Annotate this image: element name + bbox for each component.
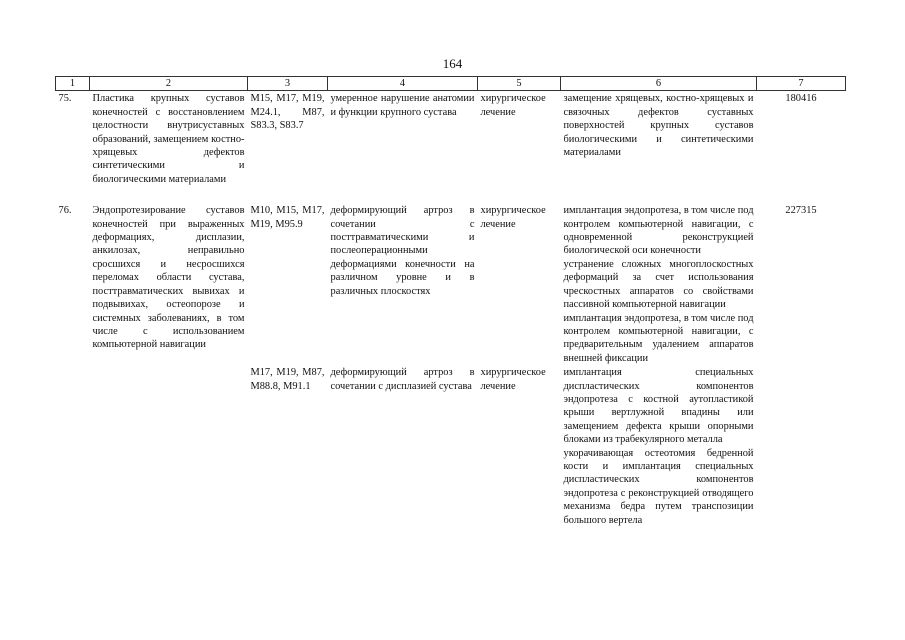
column-header: 2 bbox=[90, 77, 248, 91]
cost-value bbox=[757, 365, 846, 527]
row-number bbox=[56, 365, 90, 527]
treatment-method bbox=[561, 203, 757, 365]
column-number-row bbox=[56, 77, 846, 91]
cost-value: 180416 bbox=[785, 93, 817, 105]
table-row bbox=[56, 365, 846, 527]
method-item: устранение сложных многоплоскостных деформаций за счет использования чрескостных аппаратов со свойствами пассивной компьютерной навигации bbox=[563, 258, 754, 311]
treatment-method bbox=[561, 91, 757, 186]
method-item: укорачивающая остеотомия бедренной кости и имплантация специальных диспластических компонентов эндопротеза с реконструкцией отводящего механизма бедра путем транспозиции большого вертела bbox=[563, 447, 754, 526]
column-header: 7 bbox=[757, 77, 846, 91]
treatment-method bbox=[561, 365, 757, 527]
page-number: 164 bbox=[442, 56, 463, 71]
treatment-type: хирургическое лечение bbox=[480, 205, 546, 230]
diagnosis-codes: M15, M17, M19, M24.1, M87, S83.3, S83.7 bbox=[250, 93, 325, 132]
patient-model: деформирующий артроз в сочетании с дисплазией сустава bbox=[330, 367, 475, 392]
column-header: 5 bbox=[478, 77, 561, 91]
table-row bbox=[56, 203, 846, 365]
patient-model: умеренное нарушение анатомии и функции крупного сустава bbox=[330, 93, 475, 118]
method-item: имплантация специальных диспластических компонентов эндопротеза с костной аутопластикой крыши вертлужной впадины или замещением дефекта крыши опорными блоками из трабекулярного металла bbox=[563, 367, 754, 446]
treatment-type: хирургическое лечение bbox=[480, 93, 546, 118]
row-spacer bbox=[56, 186, 846, 203]
procedure-name bbox=[90, 365, 248, 527]
diagnosis-codes: M10, M15, M17, M19, M95.9 bbox=[250, 205, 325, 230]
row-number: 76. bbox=[58, 205, 72, 217]
column-header: 3 bbox=[248, 77, 328, 91]
patient-model: деформирующий артроз в сочетании с посттравматическими и послеоперационными деформациями конечности на различном уровне и в различных плоскостях bbox=[330, 205, 475, 297]
column-header: 1 bbox=[56, 77, 90, 91]
medical-care-table bbox=[55, 76, 846, 527]
procedure-name: Эндопротезирование суставов конечностей при выраженных деформациях, дисплазии, анкилозах, неправильно сросшихся и несросшихся переломах области сустава, посттравматических вывихах и подвывихах, остеопорозе и системных заболеваниях, в том числе с использованием компьютерной навигации bbox=[92, 205, 245, 351]
method-item: имплантация эндопротеза, в том числе под контролем компьютерной навигации, с одновременной реконструкцией биологической оси конечности bbox=[563, 205, 754, 257]
method-item: имплантация эндопротеза, в том числе под контролем компьютерной навигации, с предварительным удалением аппаратов внешней фиксации bbox=[563, 312, 754, 364]
procedure-name: Пластика крупных суставов конечностей с восстановлением целостности внутрисуставных образований, замещением костно-хрящевых дефектов синтетическими и биологическими материалами bbox=[92, 93, 245, 185]
diagnosis-codes: M17, M19, M87, M88.8, M91.1 bbox=[250, 367, 325, 392]
column-header: 4 bbox=[328, 77, 478, 91]
cost-value: 227315 bbox=[785, 205, 817, 217]
row-number: 75. bbox=[58, 93, 72, 105]
table-row bbox=[56, 91, 846, 186]
column-header: 6 bbox=[561, 77, 757, 91]
method-item: замещение хрящевых, костно-хрящевых и связочных дефектов суставных поверхностей крупных суставов биологическими и синтетическими материалами bbox=[563, 93, 754, 159]
treatment-type: хирургическое лечение bbox=[480, 367, 546, 392]
